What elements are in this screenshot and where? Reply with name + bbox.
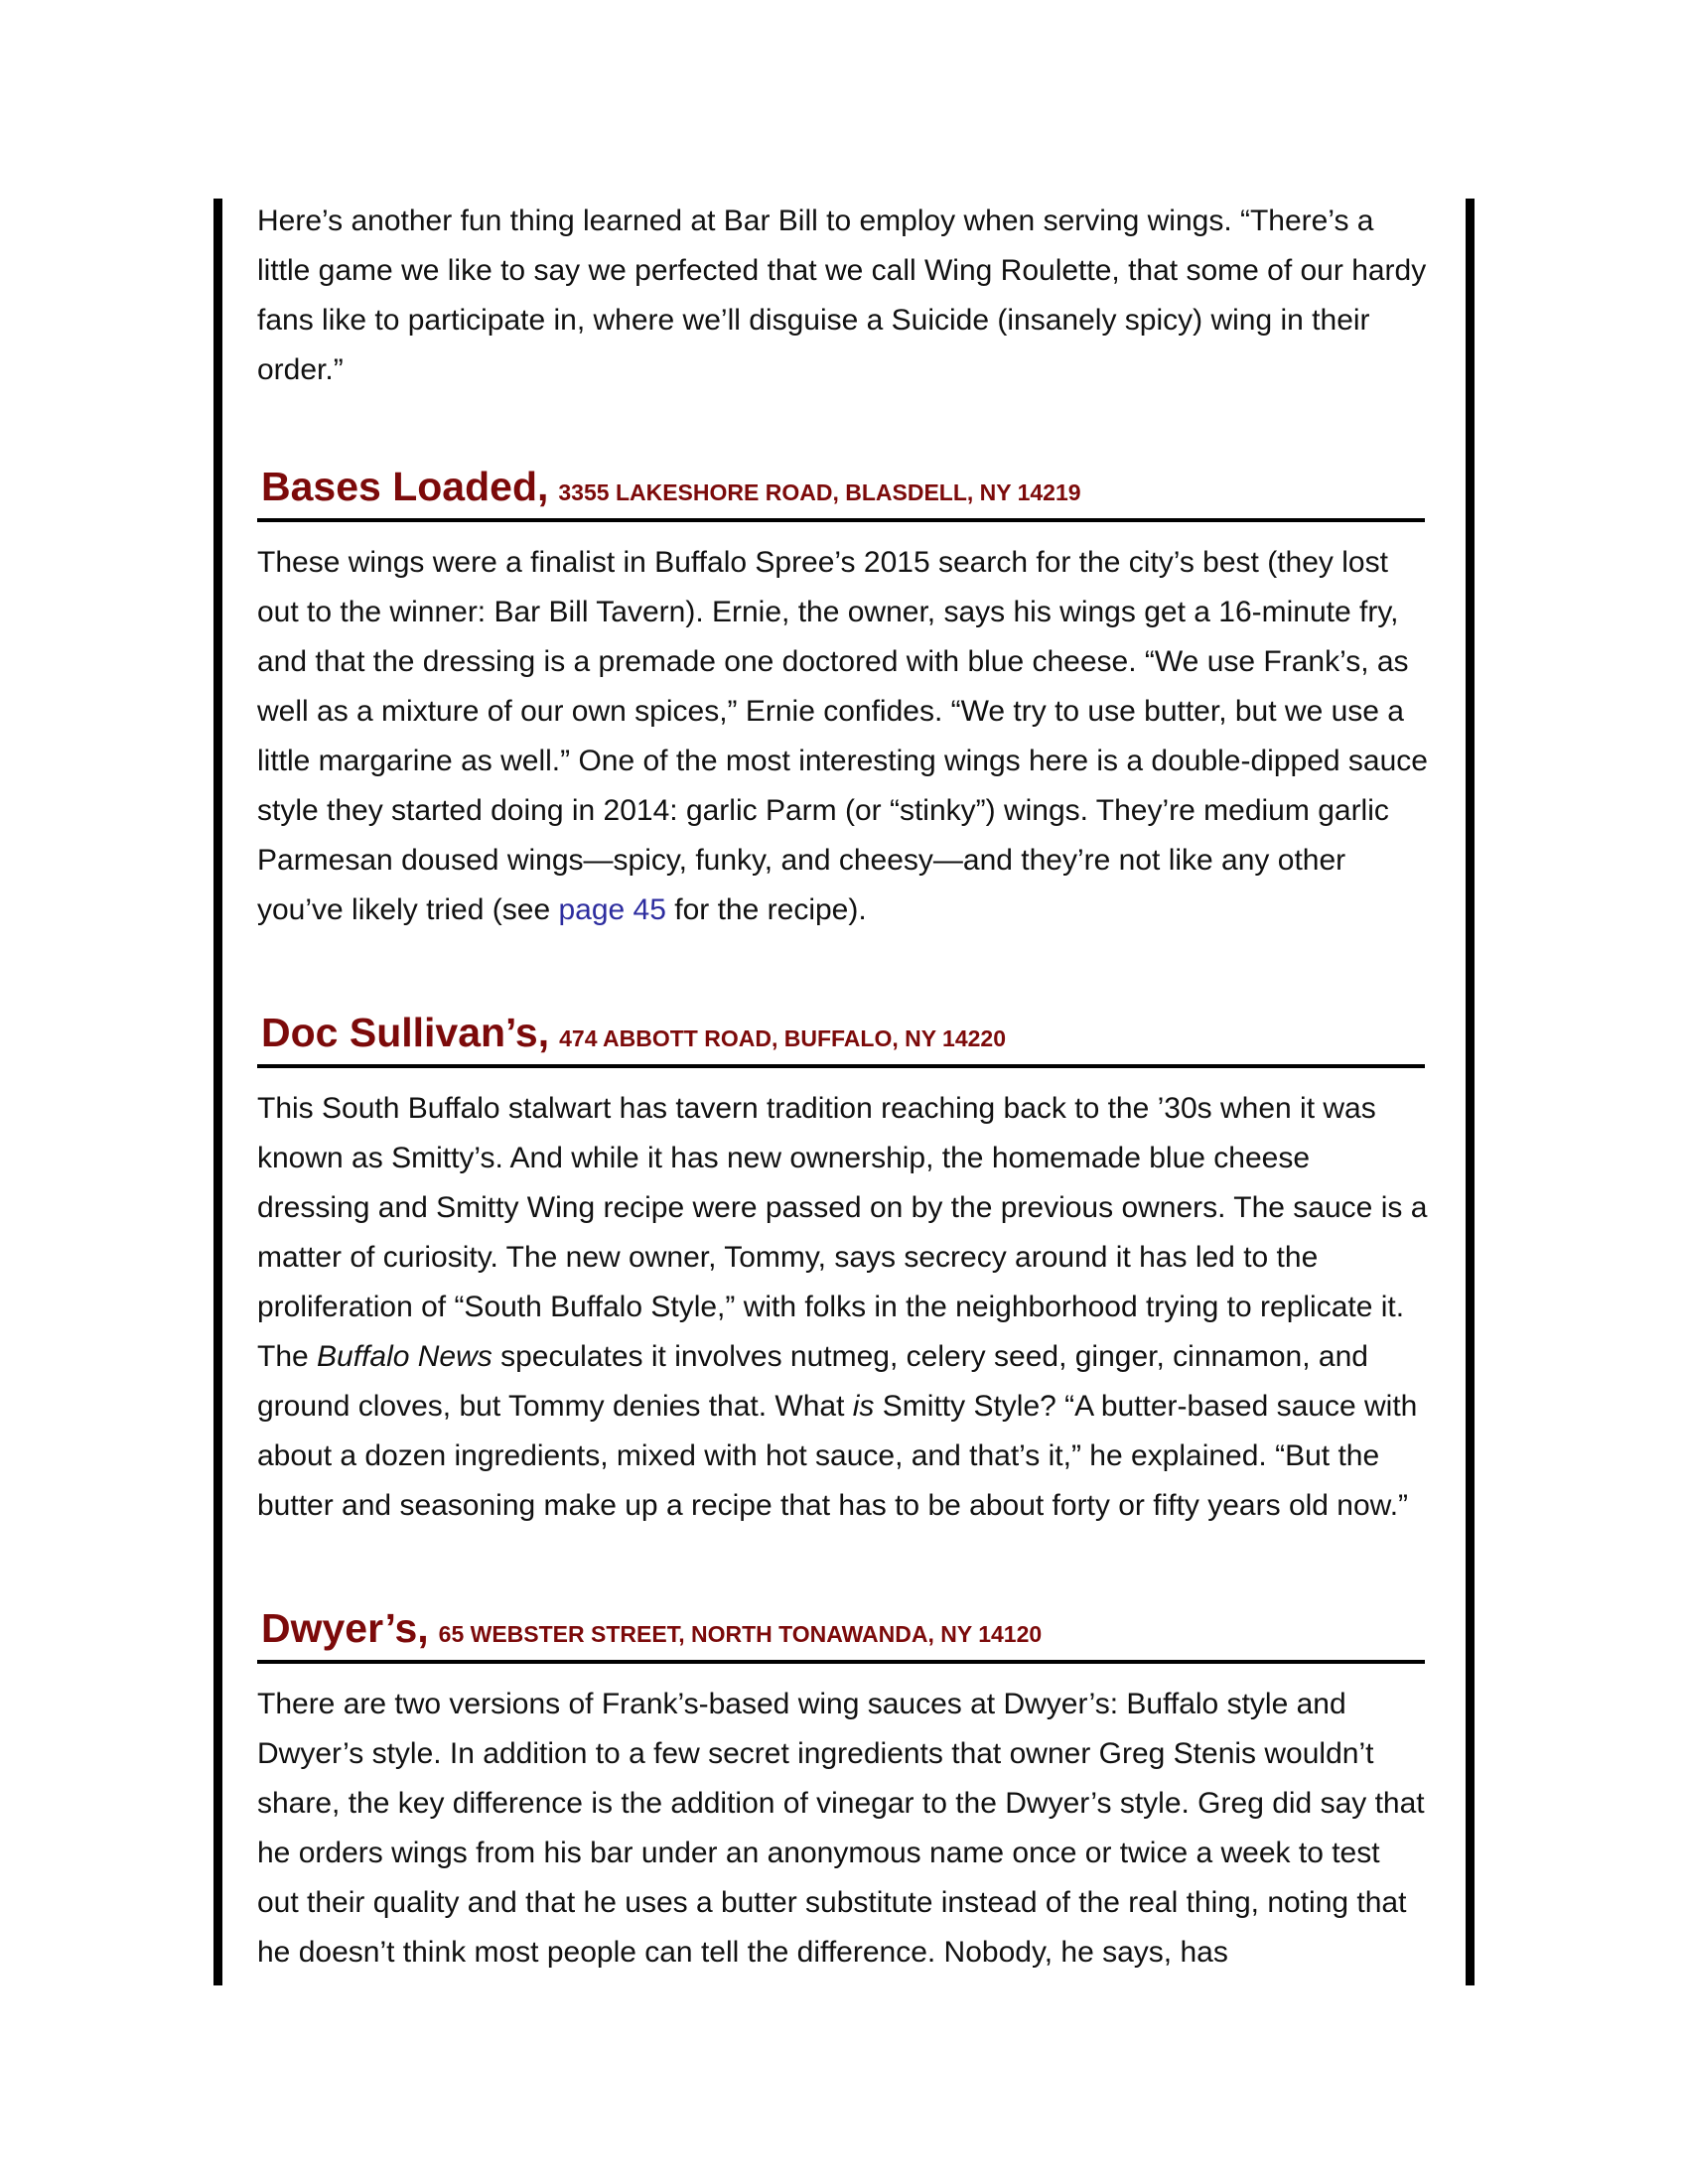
publication-title: Buffalo News <box>317 1340 492 1373</box>
page-reference-link[interactable]: page 45 <box>558 893 666 926</box>
body-text: These wings were a finalist in Buffalo Spree’s 2015 search for the city’s best (they lost out to the winner: Bar Bill Tavern). Ernie, the owner, says his wings get a 16-minute fry, and that the dressing is a premade one doctored with blue cheese. “We use Frank’s, as well as a mixture of our own spices,” Ernie confides. “We try to use butter, but we use a little margarine as well.” One of the most interesting wings here is a double-dipped sauce style they started doing in 2014: garlic Parm (or “stinky”) wings. They’re medium garlic Parmesan doused wings—spicy, funky, and cheesy—and they’re not like any other you’ve likely tried (see <box>257 546 1428 926</box>
venue-address: 474 ABBOTT ROAD, BUFFALO, NY 14220 <box>559 1025 1007 1051</box>
venue-name: Bases Loaded, <box>261 464 549 509</box>
body-text: speculates it involves nutmeg, celery seed, ginger, cinnamon, and ground cloves, but Tommy denies that. What <box>257 1340 1368 1423</box>
venue-name: Dwyer’s, <box>261 1605 429 1651</box>
left-border-bar <box>213 199 222 1985</box>
right-border-bar <box>1466 199 1475 1985</box>
section-heading-doc-sullivans <box>257 1007 1425 1068</box>
venue-name: Doc Sullivan’s, <box>261 1010 550 1055</box>
venue-address: 3355 LAKESHORE ROAD, BLASDELL, NY 14219 <box>558 479 1081 505</box>
section-body-dwyers: There are two versions of Frank’s-based wing sauces at Dwyer’s: Buffalo style and Dwyer’s style. In addition to a few secret ingredients that owner Greg Stenis wouldn’t share, the key difference is the addition of vinegar to the Dwyer’s style. Greg did say that he orders wings from his bar under an anonymous name once or twice a week to test out their quality and that he uses a butter substitute instead of the real thing, noting that he doesn’t think most people can tell the difference. Nobody, he says, has <box>257 1688 1425 1969</box>
body-text: for the recipe). <box>665 893 867 926</box>
venue-address: 65 WEBSTER STREET, NORTH TONAWANDA, NY 14120 <box>438 1621 1043 1647</box>
section-body-doc-sullivans <box>257 1084 1429 1531</box>
page-content <box>257 197 1429 1978</box>
section-heading-bases-loaded <box>257 461 1425 522</box>
body-text: Smitty Style? “A butter-based sauce with about a dozen ingredients, mixed with hot sauce, and that’s it,” he explained. “But the butter and seasoning make up a recipe that has to be about forty or fifty years old now.” <box>257 1390 1418 1522</box>
intro-paragraph: Here’s another fun thing learned at Bar Bill to employ when serving wings. “There’s a little game we like to say we perfected that we call Wing Roulette, that some of our hardy fans like to participate in, where we’ll disguise a Suicide (insanely spicy) wing in their order.” <box>257 205 1427 386</box>
body-text: This South Buffalo stalwart has tavern tradition reaching back to the ’30s when it was known as Smitty’s. And while it has new ownership, the homemade blue cheese dressing and Smitty Wing recipe were passed on by the previous owners. The sauce is a matter of curiosity. The new owner, Tommy, says secrecy around it has led to the proliferation of “South Buffalo Style,” with folks in the neighborhood trying to replicate it. The <box>257 1092 1428 1373</box>
section-body-bases-loaded <box>257 538 1429 935</box>
emphasis-text: is <box>852 1390 875 1423</box>
section-heading-dwyers <box>257 1602 1425 1664</box>
